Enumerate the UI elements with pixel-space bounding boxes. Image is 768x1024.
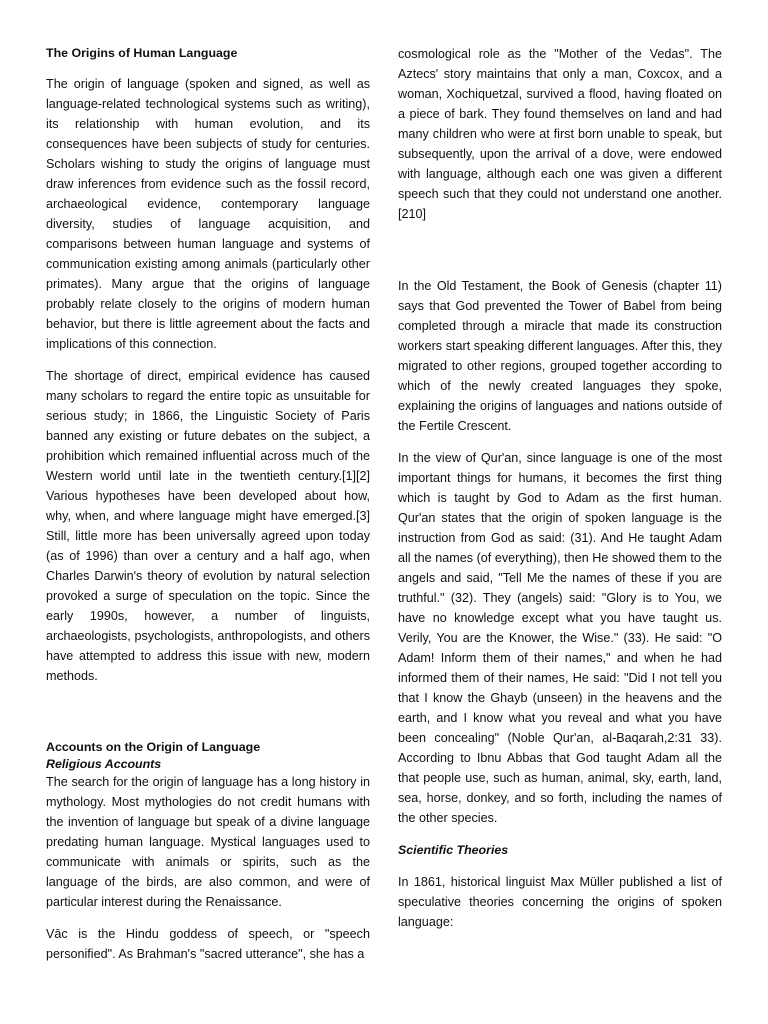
paragraph-vac: Vāc is the Hindu goddess of speech, or "speech personified". As Brahman's "sacred utterance", she has a: [46, 927, 370, 961]
subheading-religious: Religious Accounts: [46, 757, 162, 771]
paragraph-evidence: The shortage of direct, empirical evidence has caused many scholars to regard the entire topic as unsuitable for serious study; in 1866, the Linguistic Society of Paris banned any existing or future debates on the subject, a prohibition which remained influential across much of the Western world until late in the twentieth century.[1][2] Various hypotheses have been developed about how, why, when, and where language might have emerged.[3] Still, little more has been universally agreed upon today (as of 1996) than over a century and a half ago, when Charles Darwin's theory of evolution by natural selection provoked a surge of speculation on the topic. Since the early 1990s, however, a number of linguists, archaeologists, psychologists, anthropologists, and others have attempted to address this issue with new, modern methods.: [46, 369, 370, 683]
document-title: The Origins of Human Language: [46, 46, 238, 60]
section-heading-accounts: Accounts on the Origin of Language: [46, 740, 261, 754]
paragraph-aztecs: cosmological role as the "Mother of the Vedas". The Aztecs' story maintains that only a man, Coxcox, and a woman, Xochiquetzal, survived a flood, having floated on a piece of bark. They found themselves on land and had many children who were at first born unable to speak, but subsequently, upon the arrival of a dove, were endowed with language, although each one was given a different speech such that they could not understand one another.[210]: [398, 47, 722, 221]
right-column: [398, 44, 722, 932]
paragraph-muller: In 1861, historical linguist Max Müller published a list of speculative theories concerning the origins of spoken language:: [398, 875, 722, 929]
paragraph-origin: The origin of language (spoken and signed, as well as language-related technological systems such as writing), its relationship with human evolution, and its consequences have been subjects of study for centuries. Scholars wishing to study the origins of language must draw inferences from evidence such as the fossil record, archaeological evidence, contemporary language diversity, studies of language acquisition, and comparisons between human language and systems of communication existing among animals (particularly other primates). Many argue that the origins of language probably relate closely to the origins of modern human behavior, but there is little agreement about the facts and implications of this connection.: [46, 77, 370, 351]
left-column: [46, 44, 370, 964]
paragraph-genesis: In the Old Testament, the Book of Genesis (chapter 11) says that God prevented the Tower of Babel from being completed through a miracle that made its construction workers start speaking different languages. After this, they migrated to other regions, grouped together according to which of the newly created languages they spoke, explaining the origins of languages and nations outside of the Fertile Crescent.: [398, 279, 722, 433]
paragraph-quran: In the view of Qur'an, since language is one of the most important things for humans, it becomes the first thing which is taught by God to Adam as the first human. Qur'an states that the origin of spoken language is the instruction from God as said: (31). And He taught Adam all the names (of everything), then He showed them to the angels and said, "Tell Me the names of these if you are truthful." (32). They (angels) said: "Glory is to You, we have no knowledge except what you have taught us. Verily, You are the Knower, the Wise." (33). He said: "O Adam! Inform them of their names," and when he had informed them of their names, He said: "Did I not tell you that I know the Ghayb (unseen) in the heavens and the earth, and I know what you reveal and what you have been concealing" (Noble Qur'an, al-Baqarah,2:31 33). According to Ibnu Abbas that God taught Adam all the that people use, such as human, animal, sky, earth, land, sea, horse, donkey, and so forth, including the names of the other species.: [398, 451, 722, 825]
paragraph-mythology: The search for the origin of language has a long history in mythology. Most mythologies do not credit humans with the invention of language but speak of a divine language predating human language. Mystical languages used to communicate with animals or spirits, such as the language of the birds, are also common, and were of particular interest during the Renaissance.: [46, 775, 370, 909]
section-heading-scientific: Scientific Theories: [398, 843, 509, 857]
